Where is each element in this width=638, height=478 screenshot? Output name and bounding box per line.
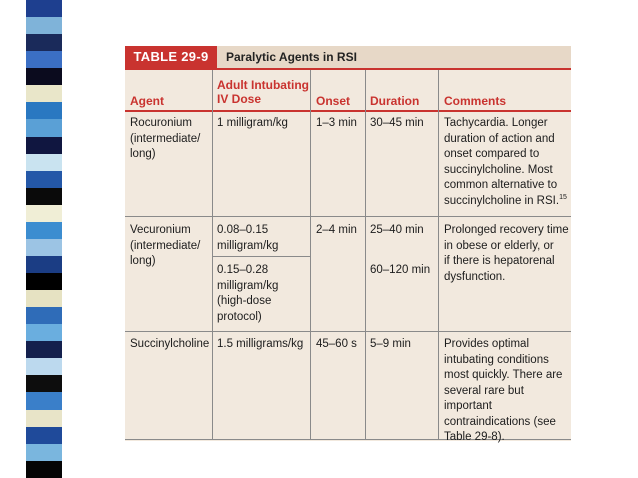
stripe-block [26, 324, 62, 341]
stripe-block [26, 273, 62, 290]
cell-duration: 5–9 min [370, 338, 411, 350]
stripe-block [26, 0, 62, 17]
row-divider [125, 331, 571, 332]
cell-comments: Provides optimal intubating conditions most quickly. There are several rare but important contraindications (see Table 29-8). [444, 338, 563, 443]
cell-onset: 2–4 min [316, 224, 357, 236]
cell-comments [444, 116, 567, 209]
stripe-block [26, 34, 62, 51]
cell-comments: Prolonged recovery time in obese or elderly, or if there is hepatorenal dysfunction. [444, 224, 569, 283]
header-rule [125, 110, 571, 112]
stripe-block [26, 375, 62, 392]
stripe-block [26, 102, 62, 119]
stripe-block [26, 68, 62, 85]
column-divider [310, 70, 311, 439]
column-divider [212, 70, 213, 439]
stripe-block [26, 51, 62, 68]
stripe-block [26, 171, 62, 188]
cell-duration: 60–120 min [370, 264, 431, 276]
stripe-block [26, 392, 62, 409]
column-divider [438, 70, 439, 439]
cell-agent: Vecuronium (intermediate/ long) [130, 224, 201, 267]
header-comments: Comments [444, 94, 507, 108]
stripe-block [26, 290, 62, 307]
cell-onset: 45–60 s [316, 338, 357, 350]
row-divider [125, 216, 571, 217]
stripe-block [26, 239, 62, 256]
cell-dose: 0.15–0.28 milligram/kg (high-dose protocol) [217, 264, 279, 323]
cell-onset: 1–3 min [316, 117, 357, 129]
stripe-block [26, 85, 62, 102]
cell-duration: 30–45 min [370, 117, 424, 129]
cell-dose: 0.08–0.15 milligram/kg [217, 224, 279, 252]
stripe-block [26, 17, 62, 34]
cell-dose: 1.5 milligrams/kg [217, 338, 304, 350]
stripe-block [26, 154, 62, 171]
cell-agent: Succinylcholine [130, 338, 210, 350]
reference-superscript: 15 [559, 193, 567, 201]
stripe-block [26, 427, 62, 444]
header-dose: Adult Intubating IV Dose [217, 78, 309, 106]
stripe-block [26, 307, 62, 324]
table-title: Paralytic Agents in RSI [226, 50, 357, 64]
cell-duration: 25–40 min [370, 224, 424, 236]
header-duration: Duration [370, 94, 420, 108]
comments-text: Tachycardia. Longer duration of action and onset compared to succinylcholine. Most common alternative to succinylcholine in RSI. [444, 117, 560, 207]
stripe-block [26, 358, 62, 375]
table-number-badge: TABLE 29-9 [125, 46, 217, 68]
stripe-block [26, 119, 62, 136]
stripe-block [26, 410, 62, 427]
paralytic-agents-table [125, 46, 571, 441]
stripe-block [26, 256, 62, 273]
header-onset: Onset [316, 94, 351, 108]
table-caption [125, 46, 571, 70]
stripe-block [26, 341, 62, 358]
column-divider [365, 70, 366, 439]
cell-dose: 1 milligram/kg [217, 117, 288, 129]
stripe-block [26, 205, 62, 222]
stripe-block [26, 444, 62, 461]
header-agent: Agent [130, 94, 164, 108]
decorative-stripe [26, 0, 62, 478]
stripe-block [26, 188, 62, 205]
stripe-block [26, 222, 62, 239]
row-divider [212, 256, 310, 257]
cell-agent: Rocuronium (intermediate/ long) [130, 117, 201, 160]
stripe-block [26, 461, 62, 478]
stripe-block [26, 137, 62, 154]
